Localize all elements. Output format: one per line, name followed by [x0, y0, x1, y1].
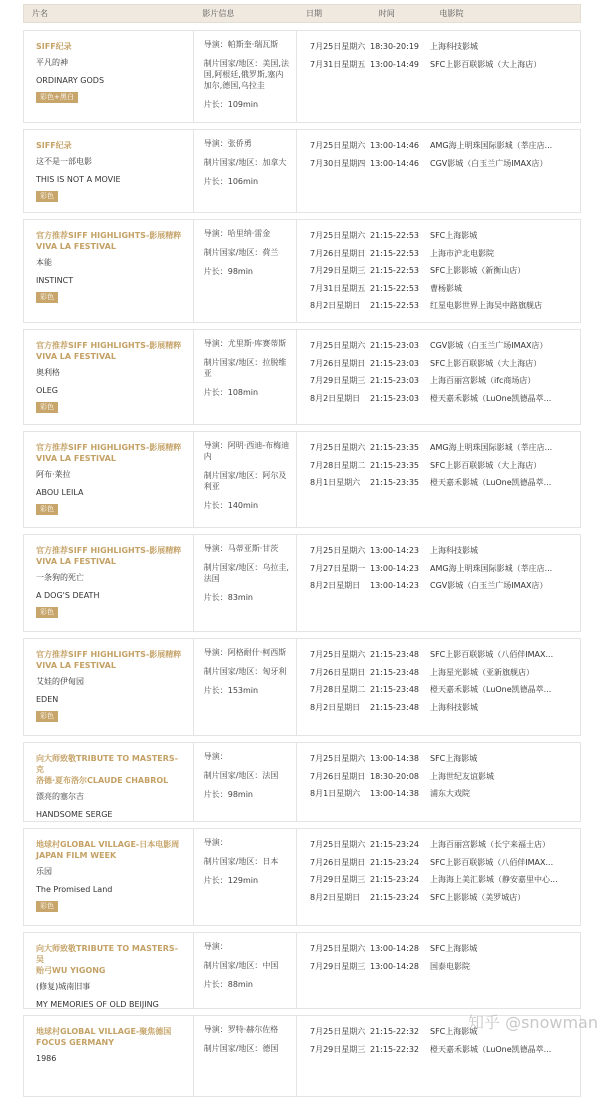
color-badge: 彩色 [36, 402, 58, 413]
film-info-cell [194, 1016, 297, 1096]
schedule-table [23, 4, 581, 1103]
film-chinese-title[interactable]: 1986 [36, 1054, 57, 1063]
session-date: 7月26日星期日 [310, 248, 366, 258]
session-date: 8月2日星期日 [310, 892, 361, 902]
session-time: 21:15-23:35 [370, 478, 419, 487]
sessions-cell [297, 31, 580, 122]
color-badge: 彩色 [36, 292, 58, 303]
series-label[interactable]: 官方推荐SIFF HIGHLIGHTS-影展精粹 [36, 341, 182, 350]
session-cinema[interactable]: SFC上海影城 [430, 1027, 478, 1036]
session-time: 21:15-23:03 [370, 376, 419, 385]
session-date: 7月25日星期六 [310, 1027, 366, 1036]
session-time: 13:00-14:23 [370, 581, 419, 590]
film-info-cell [194, 535, 297, 631]
session-time: 13:00-14:49 [370, 59, 419, 69]
session-date: 7月29日星期三 [310, 1044, 366, 1054]
series-label[interactable]: 地球村GLOBAL VILLAGE-日本电影周 [36, 840, 180, 849]
film-row [23, 129, 581, 213]
session-cinema-column [430, 1026, 580, 1092]
session-cinema-column [430, 943, 580, 1004]
session-date: 7月25日星期六 [310, 42, 366, 51]
session-date: 8月2日星期日 [310, 702, 361, 712]
session-time: 13:00-14:28 [370, 944, 419, 953]
film-title-cell [24, 220, 194, 322]
session-time: 21:15-23:03 [370, 341, 419, 350]
session-cinema[interactable]: 橙天嘉禾影城（LuOne凯德晶萃... [430, 478, 552, 487]
session-date: 8月1日星期六 [310, 789, 361, 798]
film-list [23, 30, 581, 1097]
session-date: 7月26日星期日 [310, 358, 366, 368]
series-label[interactable]: 向大师致敬TRIBUTE TO MASTERS-克 [36, 754, 179, 774]
film-row [23, 329, 581, 425]
session-date: 7月25日星期六 [310, 443, 366, 452]
session-cinema[interactable]: 上海科技影城 [430, 42, 478, 51]
film-title-cell [24, 743, 194, 821]
session-date-column [297, 41, 368, 118]
session-time: 13:00-14:23 [370, 546, 419, 555]
session-time: 21:15-23:24 [370, 892, 419, 902]
session-date-column [297, 230, 368, 318]
film-english-title[interactable]: ABOU LEILA [36, 488, 84, 497]
film-english-title[interactable]: OLEG [36, 386, 59, 395]
session-cinema[interactable]: 上海海上美汇影城（静安嘉里中心... [430, 875, 558, 884]
session-cinema[interactable]: SFC上影百联影城（大上海店） [430, 59, 542, 69]
country-line: 制片国家/地区：美国,法国,阿根廷,俄罗斯,塞内加尔,德国,乌拉圭 [203, 59, 289, 90]
session-cinema[interactable]: 橙天嘉禾影城（LuOne凯德晶萃... [430, 685, 552, 694]
session-date: 7月25日星期六 [310, 840, 366, 849]
header-info: 影片信息 [202, 9, 235, 18]
country-line: 制片国家/地区：荷兰 [203, 248, 279, 257]
film-row [23, 30, 581, 123]
film-title-cell [24, 1016, 194, 1096]
session-time: 13:00-14:46 [370, 141, 419, 150]
session-time: 21:15-23:03 [370, 358, 419, 368]
film-info-cell [194, 130, 297, 212]
session-time-column [368, 1026, 430, 1092]
length-line: 片长：140min [203, 501, 259, 510]
country-line: 制片国家/地区：匈牙利 [203, 667, 287, 676]
film-info-cell [194, 933, 297, 1008]
session-time: 21:15-23:48 [370, 702, 419, 712]
session-time: 13:00-14:28 [370, 961, 419, 971]
film-title-cell [24, 330, 194, 424]
header-cinema: 电影院 [439, 9, 464, 18]
session-time: 21:15-22:53 [370, 283, 419, 293]
director-line: 导演： [203, 942, 228, 951]
sessions-cell [297, 639, 580, 735]
session-time-column [368, 230, 430, 318]
session-cinema-column [430, 140, 580, 208]
series-label[interactable]: FOCUS GERMANY [36, 1038, 115, 1047]
session-cinema[interactable]: 橙天嘉禾影城（LuOne凯德晶萃... [430, 1044, 552, 1054]
film-row [23, 219, 581, 323]
session-date: 7月25日星期六 [310, 231, 366, 240]
length-line: 片长：98min [203, 790, 253, 799]
session-cinema[interactable]: AMG海上明珠国际影城（莘庄店... [430, 141, 553, 150]
color-badge: 彩色+黑白 [36, 92, 78, 103]
session-date: 7月31日星期五 [310, 59, 366, 69]
film-info-cell [194, 220, 297, 322]
film-title-cell [24, 31, 194, 122]
session-cinema-column [430, 230, 580, 318]
film-info-cell [194, 31, 297, 122]
film-english-title[interactable]: INSTINCT [36, 276, 74, 285]
film-chinese-title[interactable]: 本能 [36, 258, 52, 267]
film-row [23, 742, 581, 822]
session-time: 21:15-23:24 [370, 875, 419, 884]
session-date: 7月25日星期六 [310, 341, 366, 350]
session-cinema[interactable]: SFC上海影城 [430, 754, 478, 763]
session-date-column [297, 943, 368, 1004]
session-cinema-column [430, 753, 580, 817]
film-title-cell [24, 829, 194, 925]
film-title-cell [24, 130, 194, 212]
director-line: 导演：马蒂亚斯·甘茨 [203, 544, 279, 553]
series-label[interactable]: 向大师致敬TRIBUTE TO MASTERS-吴 [36, 944, 179, 964]
series-label[interactable]: 官方推荐SIFF HIGHLIGHTS-影展精粹 [36, 650, 182, 659]
session-cinema[interactable]: CGV影城（白玉兰广场IMAX店） [430, 158, 548, 168]
session-cinema[interactable]: SFC上影百联影城（大上海店） [430, 460, 542, 470]
director-line: 导演：阿明·西迪-布梅迪内 [203, 441, 290, 461]
session-date: 8月2日星期日 [310, 301, 361, 310]
film-info-cell [194, 829, 297, 925]
session-date-column [297, 839, 368, 921]
session-time: 21:15-23:24 [370, 840, 419, 849]
sessions-cell [297, 743, 580, 821]
session-date: 7月25日星期六 [310, 141, 366, 150]
session-date: 7月31日星期五 [310, 283, 366, 293]
session-date-column [297, 649, 368, 731]
session-time: 21:15-23:48 [370, 667, 419, 677]
session-date-column [297, 545, 368, 627]
series-label[interactable]: VIVA LA FESTIVAL [36, 661, 116, 670]
session-cinema[interactable]: AMG海上明珠国际影城（莘庄店... [430, 563, 553, 573]
length-line: 片长：109min [203, 100, 259, 109]
session-cinema[interactable]: SFC上海影城 [430, 944, 478, 953]
session-time: 21:15-23:35 [370, 443, 419, 452]
session-date-column [297, 753, 368, 817]
table-header [23, 4, 581, 23]
film-chinese-title[interactable]: 这不是一部电影 [36, 157, 92, 166]
session-cinema[interactable]: 橙天嘉禾影城（LuOne凯德晶萃... [430, 393, 552, 403]
director-line: 导演：张侨勇 [203, 139, 252, 148]
film-chinese-title[interactable]: 阿布·莱拉 [36, 470, 71, 479]
series-label[interactable]: 洛德·夏布洛尔CLAUDE CHABROL [36, 776, 169, 785]
length-line: 片长：153min [203, 686, 259, 695]
session-time: 13:00-14:38 [370, 754, 419, 763]
film-info-cell [194, 743, 297, 821]
header-date: 日期 [306, 9, 322, 18]
film-title-cell [24, 933, 194, 1008]
session-cinema[interactable]: 上海科技影城 [430, 546, 478, 555]
series-label[interactable]: 官方推荐SIFF HIGHLIGHTS-影展精粹 [36, 231, 182, 240]
session-cinema[interactable]: 上海世纪友谊影城 [430, 771, 494, 781]
session-cinema[interactable]: 上海科技影城 [430, 702, 478, 712]
color-badge: 彩色 [36, 191, 58, 202]
session-date-column [297, 140, 368, 208]
film-english-title[interactable]: ORDINARY GODS [36, 76, 105, 85]
session-date: 7月25日星期六 [310, 944, 366, 953]
session-cinema[interactable]: 上海百丽宫影城（ifc商场店） [430, 376, 536, 385]
session-cinema[interactable]: 曹杨影城 [430, 283, 462, 293]
session-cinema[interactable]: 国泰电影院 [430, 961, 470, 971]
series-label[interactable]: VIVA LA FESTIVAL [36, 454, 116, 463]
session-cinema-column [430, 649, 580, 731]
film-row [23, 638, 581, 736]
session-cinema[interactable]: 上海百丽宫影城（长宁来福士店） [430, 840, 550, 849]
sessions-cell [297, 829, 580, 925]
sessions-cell [297, 535, 580, 631]
film-english-title[interactable]: EDEN [36, 695, 59, 704]
session-time-column [368, 649, 430, 731]
session-cinema[interactable]: SFC上影百联影城（八佰伴IMAX... [430, 650, 554, 659]
session-cinema[interactable]: CGV影城（白玉兰广场IMAX店） [430, 581, 548, 590]
film-chinese-title[interactable]: 平凡的神 [36, 58, 68, 67]
session-date: 7月26日星期日 [310, 857, 366, 867]
sessions-cell [297, 130, 580, 212]
session-cinema[interactable]: 浦东大戏院 [430, 789, 470, 798]
series-label[interactable]: JAPAN FILM WEEK [36, 851, 117, 860]
country-line: 制片国家/地区：中国 [203, 961, 279, 970]
session-cinema[interactable]: 上海市沪北电影院 [430, 248, 494, 258]
length-line: 片长：98min [203, 267, 253, 276]
session-time-column [368, 753, 430, 817]
session-time-column [368, 442, 430, 523]
film-english-title[interactable]: THIS IS NOT A MOVIE [36, 175, 121, 184]
series-label[interactable]: VIVA LA FESTIVAL [36, 557, 116, 566]
header-title: 片名 [32, 9, 48, 18]
length-line: 片长：106min [203, 177, 259, 186]
film-row [23, 534, 581, 632]
session-cinema-column [430, 545, 580, 627]
sessions-cell [297, 432, 580, 527]
session-time-column [368, 545, 430, 627]
session-date: 7月30日星期四 [310, 158, 366, 168]
series-label[interactable]: SIFF纪录 [36, 42, 72, 51]
session-time: 18:30-20:08 [370, 771, 419, 781]
session-time: 21:15-22:32 [370, 1027, 419, 1036]
session-time: 21:15-22:53 [370, 301, 419, 310]
session-cinema[interactable]: SFC上影百联影城（大上海店） [430, 358, 542, 368]
series-label[interactable]: VIVA LA FESTIVAL [36, 352, 116, 361]
country-line: 制片国家/地区：加拿大 [203, 158, 287, 167]
film-chinese-title[interactable]: 漂亮的塞尔吉 [36, 792, 84, 801]
film-english-title[interactable]: The Promised Land [36, 885, 113, 894]
director-line: 导演：罗特·赫尔佐格 [203, 1025, 279, 1034]
session-date: 7月29日星期三 [310, 875, 366, 884]
series-label[interactable]: VIVA LA FESTIVAL [36, 242, 116, 251]
length-line: 片长：83min [203, 593, 253, 602]
session-date: 7月25日星期六 [310, 546, 366, 555]
session-date: 7月25日星期六 [310, 650, 366, 659]
session-date: 7月26日星期日 [310, 667, 366, 677]
session-time: 13:00-14:46 [370, 158, 419, 168]
country-line: 制片国家/地区：拉脱维亚 [203, 358, 287, 378]
session-date: 8月2日星期日 [310, 393, 361, 403]
session-cinema[interactable]: 上海星光影城（亚新旗舰店） [430, 667, 534, 677]
session-cinema[interactable]: SFC上影影城（美罗城店） [430, 892, 526, 902]
length-line: 片长：108min [203, 388, 259, 397]
color-badge: 彩色 [36, 607, 58, 618]
session-date: 7月27日星期一 [310, 563, 366, 573]
session-cinema[interactable]: SFC上海影城 [430, 231, 478, 240]
session-date-column [297, 340, 368, 420]
director-line: 导演：阿格耐什·柯西斯 [203, 648, 287, 657]
session-time: 13:00-14:38 [370, 789, 419, 798]
session-time: 13:00-14:23 [370, 563, 419, 573]
series-label[interactable]: 官方推荐SIFF HIGHLIGHTS-影展精粹 [36, 443, 182, 452]
director-line: 导演：帕斯奎·瑞瓦斯 [203, 40, 279, 49]
session-time: 21:15-22:53 [370, 231, 419, 240]
session-time: 21:15-22:32 [370, 1044, 419, 1054]
header-time: 时间 [378, 9, 395, 18]
director-line: 导演：尤里斯·库赛蒂斯 [203, 339, 287, 348]
director-line: 导演： [203, 838, 228, 847]
film-title-cell [24, 432, 194, 527]
session-cinema[interactable]: 红星电影世界上海吴中路旗舰店 [430, 301, 542, 310]
film-row [23, 431, 581, 528]
film-english-title[interactable]: MY MEMORIES OF OLD BEIJING [36, 1000, 159, 1009]
film-chinese-title[interactable]: 一条狗的死亡 [36, 573, 84, 582]
country-line: 制片国家/地区：法国 [203, 771, 279, 780]
session-cinema-column [430, 340, 580, 420]
session-time: 21:15-23:48 [370, 650, 419, 659]
session-cinema[interactable]: SFC上影影城（新衡山店） [430, 266, 526, 275]
sessions-cell [297, 330, 580, 424]
session-time-column [368, 140, 430, 208]
session-time: 18:30-20:19 [370, 42, 419, 51]
film-english-title[interactable]: HANDSOME SERGE [36, 810, 113, 819]
sessions-cell [297, 220, 580, 322]
film-title-cell [24, 639, 194, 735]
session-time: 21:15-23:48 [370, 685, 419, 694]
film-info-cell [194, 330, 297, 424]
session-time: 21:15-22:53 [370, 248, 419, 258]
film-info-cell [194, 432, 297, 527]
session-cinema-column [430, 41, 580, 118]
series-label[interactable]: 贻弓WU YIGONG [36, 966, 106, 975]
film-english-title[interactable]: A DOG'S DEATH [36, 591, 100, 600]
session-date: 7月25日星期六 [310, 754, 366, 763]
color-badge: 彩色 [36, 711, 58, 722]
length-line: 片长：129min [203, 876, 259, 885]
session-cinema[interactable]: AMG海上明珠国际影城（莘庄店... [430, 443, 553, 452]
session-time-column [368, 340, 430, 420]
session-cinema[interactable]: SFC上影百联影城（八佰伴IMAX... [430, 857, 554, 867]
session-time: 21:15-23:24 [370, 857, 419, 867]
length-line: 片长：88min [203, 980, 253, 989]
session-date-column [297, 442, 368, 523]
film-info-cell [194, 639, 297, 735]
session-time: 21:15-22:53 [370, 266, 419, 275]
session-date-column [297, 1026, 368, 1092]
director-line: 导演： [203, 752, 228, 761]
session-time: 21:15-23:35 [370, 460, 419, 470]
director-line: 导演：哈里纳·雷金 [203, 229, 271, 238]
watermark: 知乎 @snowman [468, 1013, 598, 1032]
country-line: 制片国家/地区：日本 [203, 857, 279, 866]
session-date: 7月28日星期二 [310, 460, 366, 470]
country-line: 制片国家/地区：阿尔及利亚 [203, 471, 287, 491]
session-cinema[interactable]: CGV影城（白玉兰广场IMAX店） [430, 341, 548, 350]
session-date: 7月29日星期三 [310, 961, 366, 971]
session-date: 7月28日星期二 [310, 685, 366, 694]
session-time-column [368, 839, 430, 921]
session-cinema-column [430, 839, 580, 921]
country-line: 制片国家/地区：乌拉圭,法国 [203, 563, 289, 583]
film-chinese-title[interactable]: 奥利格 [36, 368, 60, 377]
film-title-cell [24, 535, 194, 631]
session-date: 8月1日星期六 [310, 478, 361, 487]
color-badge: 彩色 [36, 901, 58, 912]
session-time: 21:15-23:03 [370, 393, 419, 403]
film-row [23, 828, 581, 926]
series-label[interactable]: SIFF纪录 [36, 141, 72, 150]
session-date: 7月29日星期三 [310, 376, 366, 385]
series-label[interactable]: 地球村GLOBAL VILLAGE-聚焦德国 [36, 1027, 172, 1036]
session-date: 7月26日星期日 [310, 771, 366, 781]
session-time-column [368, 41, 430, 118]
film-row [23, 932, 581, 1009]
session-date: 8月2日星期日 [310, 581, 361, 590]
session-cinema-column [430, 442, 580, 523]
series-label[interactable]: 官方推荐SIFF HIGHLIGHTS-影展精粹 [36, 546, 182, 555]
sessions-cell [297, 933, 580, 1008]
film-chinese-title[interactable]: 乐园 [36, 867, 52, 876]
color-badge: 彩色 [36, 504, 58, 515]
session-date: 7月29日星期三 [310, 266, 366, 275]
film-chinese-title[interactable]: (修复)城南旧事 [36, 982, 91, 991]
session-time-column [368, 943, 430, 1004]
film-chinese-title[interactable]: 艾娃的伊甸园 [36, 677, 84, 686]
country-line: 制片国家/地区：德国 [203, 1044, 279, 1053]
